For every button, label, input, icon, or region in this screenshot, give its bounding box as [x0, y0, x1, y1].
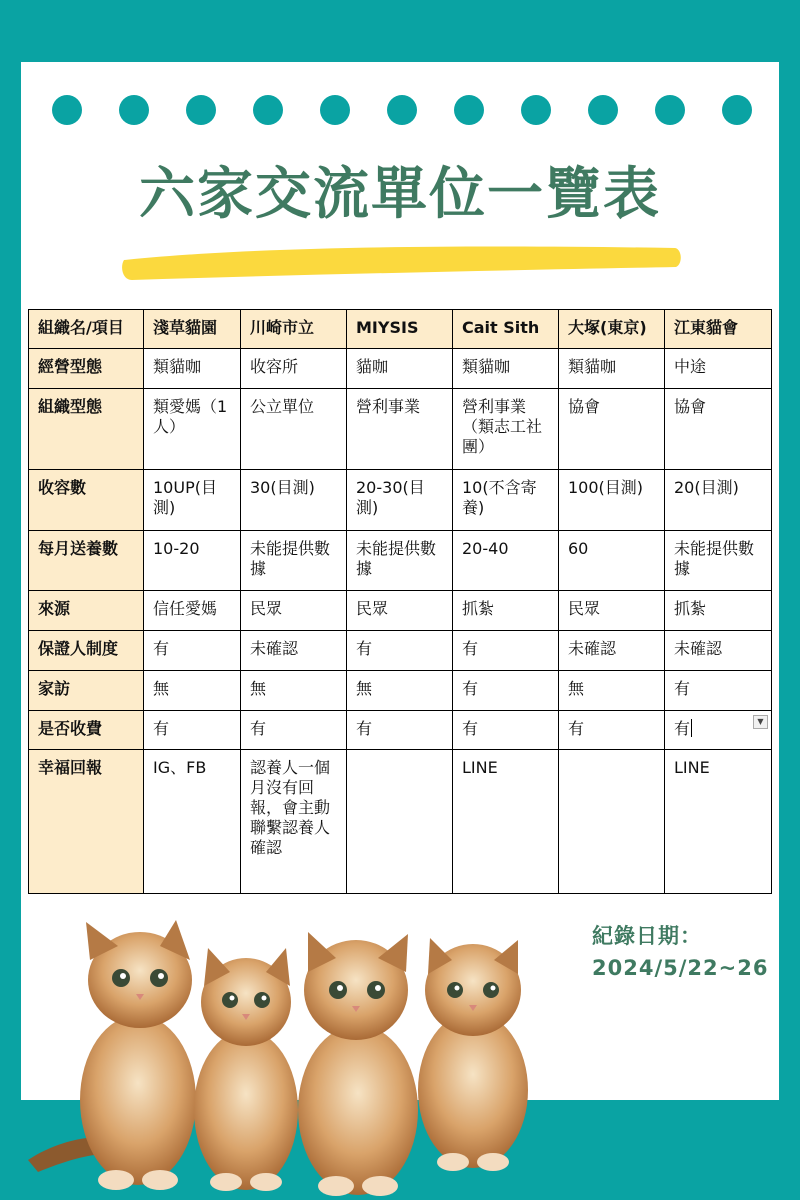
binder-dot [722, 95, 752, 125]
table-cell: 類愛媽（1人） [144, 389, 241, 470]
table-cell: 無 [241, 671, 347, 711]
table-cell: 未確認 [241, 631, 347, 671]
comparison-table [28, 309, 772, 894]
table-cell: 20-40 [453, 531, 559, 591]
table-cell: 中途 [665, 349, 772, 389]
table-cell: 民眾 [559, 591, 665, 631]
table-cell: 10-20 [144, 531, 241, 591]
table-row [29, 389, 772, 470]
binder-dot [253, 95, 283, 125]
binder-dot [119, 95, 149, 125]
header-cell: 組織名/項目 [29, 310, 144, 349]
kitten [418, 938, 528, 1171]
table-cell: 未能提供數據 [241, 531, 347, 591]
header-cell: 江東貓會 [665, 310, 772, 349]
table-cell: 有 [665, 671, 772, 711]
row-label: 來源 [29, 591, 144, 631]
table-cell: 有 [559, 711, 665, 750]
active-cell-value: 有 [674, 719, 691, 738]
table-row [29, 470, 772, 531]
table-cell: 有 [453, 711, 559, 750]
table-row [29, 531, 772, 591]
kitten [298, 932, 418, 1196]
table-cell: 無 [144, 671, 241, 711]
table-row [29, 750, 772, 894]
table-cell: 20(目測) [665, 470, 772, 531]
row-label: 家訪 [29, 671, 144, 711]
header-cell: 淺草貓園 [144, 310, 241, 349]
table-cell: 收容所 [241, 349, 347, 389]
row-label: 是否收費 [29, 711, 144, 750]
table-cell: 抓紮 [665, 591, 772, 631]
header-cell: MIYSIS [347, 310, 453, 349]
header-cell: 大塚(東京) [559, 310, 665, 349]
table-cell: 無 [347, 671, 453, 711]
row-label: 每月送養數 [29, 531, 144, 591]
table-cell: LINE [665, 750, 772, 894]
record-date-label: 紀錄日期： [592, 924, 702, 948]
binder-dot [655, 95, 685, 125]
table-row [29, 671, 772, 711]
title-underline-highlight [120, 240, 685, 285]
table-cell: 無 [559, 671, 665, 711]
binder-dot [186, 95, 216, 125]
table-cell: 100(目測) [559, 470, 665, 531]
table-row [29, 631, 772, 671]
table-cell: LINE [453, 750, 559, 894]
cell-dropdown-button[interactable]: ▼ [753, 715, 768, 729]
binder-dots [52, 95, 752, 127]
table-cell: 信任愛媽 [144, 591, 241, 631]
row-label: 收容數 [29, 470, 144, 531]
page-title: 六家交流單位一覽表 [139, 162, 661, 227]
table-cell: 未能提供數據 [347, 531, 453, 591]
table-cell: 20-30(目測) [347, 470, 453, 531]
binder-dot [521, 95, 551, 125]
row-label: 幸福回報 [29, 750, 144, 894]
kittens-illustration [18, 910, 538, 1200]
binder-dot [454, 95, 484, 125]
table-cell: 民眾 [241, 591, 347, 631]
binder-dot [588, 95, 618, 125]
table-cell: 60 [559, 531, 665, 591]
table-cell: 營利事業（類志工社團） [453, 389, 559, 470]
active-cell[interactable] [665, 711, 772, 750]
table-cell: 類貓咖 [144, 349, 241, 389]
table-cell: 有 [347, 631, 453, 671]
kitten [80, 920, 196, 1190]
table-cell: 有 [453, 671, 559, 711]
table-cell: 有 [453, 631, 559, 671]
table-cell: 有 [144, 711, 241, 750]
table-cell: 民眾 [347, 591, 453, 631]
table-cell: 協會 [559, 389, 665, 470]
binder-dot [320, 95, 350, 125]
row-label: 組織型態 [29, 389, 144, 470]
table-cell: 未能提供數據 [665, 531, 772, 591]
header-cell: 川崎市立 [241, 310, 347, 349]
record-date [592, 920, 768, 984]
table-cell: 協會 [665, 389, 772, 470]
table-cell [347, 750, 453, 894]
table-cell: 貓咖 [347, 349, 453, 389]
table-cell [559, 750, 665, 894]
record-date-value: 2024/5/22~26 [592, 956, 769, 980]
table-cell: 10UP(目測) [144, 470, 241, 531]
table-row [29, 711, 772, 750]
text-cursor [691, 719, 692, 737]
row-label: 經營型態 [29, 349, 144, 389]
binder-dot [387, 95, 417, 125]
table-cell: 有 [347, 711, 453, 750]
table-cell: 10(不含寄養) [453, 470, 559, 531]
header-cell: Cait Sith [453, 310, 559, 349]
table-row [29, 591, 772, 631]
table-cell: IG、FB [144, 750, 241, 894]
table-header-row [29, 310, 772, 349]
binder-dot [52, 95, 82, 125]
table-cell: 未確認 [665, 631, 772, 671]
table-row [29, 349, 772, 389]
row-label: 保證人制度 [29, 631, 144, 671]
table-cell: 抓紮 [453, 591, 559, 631]
table-cell: 類貓咖 [453, 349, 559, 389]
table-cell: 認養人一個月沒有回報，會主動聯繫認養人確認 [241, 750, 347, 894]
kitten [194, 948, 298, 1191]
table-cell: 類貓咖 [559, 349, 665, 389]
table-cell: 營利事業 [347, 389, 453, 470]
table-cell: 有 [144, 631, 241, 671]
table-cell: 未確認 [559, 631, 665, 671]
table-cell: 有 [241, 711, 347, 750]
table-cell: 公立單位 [241, 389, 347, 470]
table-cell: 30(目測) [241, 470, 347, 531]
